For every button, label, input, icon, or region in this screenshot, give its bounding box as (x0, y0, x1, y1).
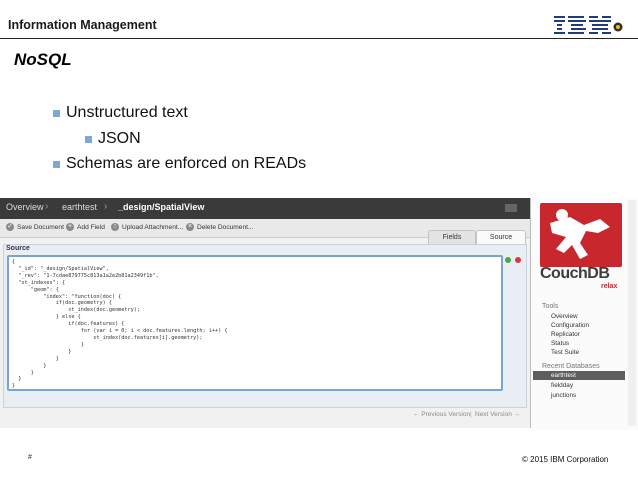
recent-databases-heading: Recent Databases (542, 363, 600, 370)
breadcrumb (0, 198, 530, 219)
sidebar-item-replicator[interactable]: Replicator (551, 331, 580, 338)
ibm-logo-icon (554, 12, 624, 36)
source-editor[interactable] (7, 255, 503, 391)
sidebar-item-configuration[interactable]: Configuration (551, 322, 590, 329)
slide-title: NoSQL (14, 50, 72, 69)
document-json[interactable]: { "_id": "_design/SpatialView", "_rev": "1-7cdae879775c813a1a2e2b81a2349f1b", "st_indexes": { "geom": { "index": "function(doc) { if(doc.geometry) { st_index(doc.geometry); } else { if(doc.features) { for (var i = 0; i < doc.features.length; i++) { st_index(doc.features[i].geometry); } } } } } } } (12, 259, 228, 390)
crumb-overview[interactable]: Overview (6, 202, 44, 212)
upload-attachment-label: Upload Attachment... (122, 223, 184, 231)
copyright: © 2015 IBM Corporation (522, 455, 609, 464)
tab-fields[interactable]: Fields (428, 230, 476, 245)
sidebar-item-status[interactable]: Status (551, 340, 570, 347)
delete-icon: × (187, 223, 193, 230)
confirm-icon[interactable] (505, 257, 511, 263)
header-rule (0, 38, 638, 39)
delete-document-label: Delete Document... (197, 223, 254, 231)
recent-db-junctions[interactable]: junctions (551, 392, 577, 399)
add-icon: + (67, 223, 73, 230)
delete-document-button[interactable] (186, 223, 253, 231)
sidebar-item-test-suite[interactable]: Test Suite (551, 349, 580, 356)
bullet-2: JSON (98, 130, 141, 147)
nav-divider: | (470, 411, 472, 418)
couchdb-brand: CouchDB (540, 265, 610, 282)
crumb-separator-icon: › (104, 201, 108, 212)
tab-source[interactable]: Source (476, 230, 526, 245)
bullet-3: Schemas are enforced on READs (66, 155, 307, 172)
save-document-label: Save Document (17, 223, 64, 231)
bullet-1: Unstructured text (66, 104, 188, 121)
next-version-link[interactable]: Next Version → (475, 411, 521, 418)
active-database-highlight (533, 371, 625, 380)
page-number: # (28, 454, 32, 461)
header-title: Information Management (8, 18, 157, 32)
crumb-separator-icon: › (45, 201, 49, 212)
source-label: Source (6, 245, 30, 252)
sidebar-scrollbar[interactable] (628, 200, 636, 426)
save-document-button[interactable] (6, 223, 64, 231)
tools-heading: Tools (542, 303, 559, 310)
recent-db-earthtest[interactable]: earthtest (551, 372, 576, 379)
upload-icon: ↑ (111, 223, 119, 231)
couchdb-logo (540, 203, 622, 267)
cancel-icon[interactable] (515, 257, 521, 263)
add-field-label: Add Field (77, 223, 105, 231)
relaxing-figure-icon (540, 203, 622, 267)
sidebar-item-overview[interactable]: Overview (551, 313, 578, 320)
add-field-button[interactable] (66, 223, 105, 231)
crumb-end-icon (505, 204, 517, 212)
crumb-database[interactable]: earthtest (62, 202, 98, 212)
upload-attachment-button[interactable] (111, 223, 183, 231)
couchdb-tagline: relax (601, 283, 618, 290)
futon-screenshot (0, 198, 531, 428)
recent-db-fieldday[interactable]: fieldday (551, 382, 574, 389)
save-icon: ✓ (7, 223, 13, 230)
previous-version-link[interactable]: ← Previous Version (413, 411, 471, 418)
crumb-document: _design/SpatialView (118, 202, 205, 212)
